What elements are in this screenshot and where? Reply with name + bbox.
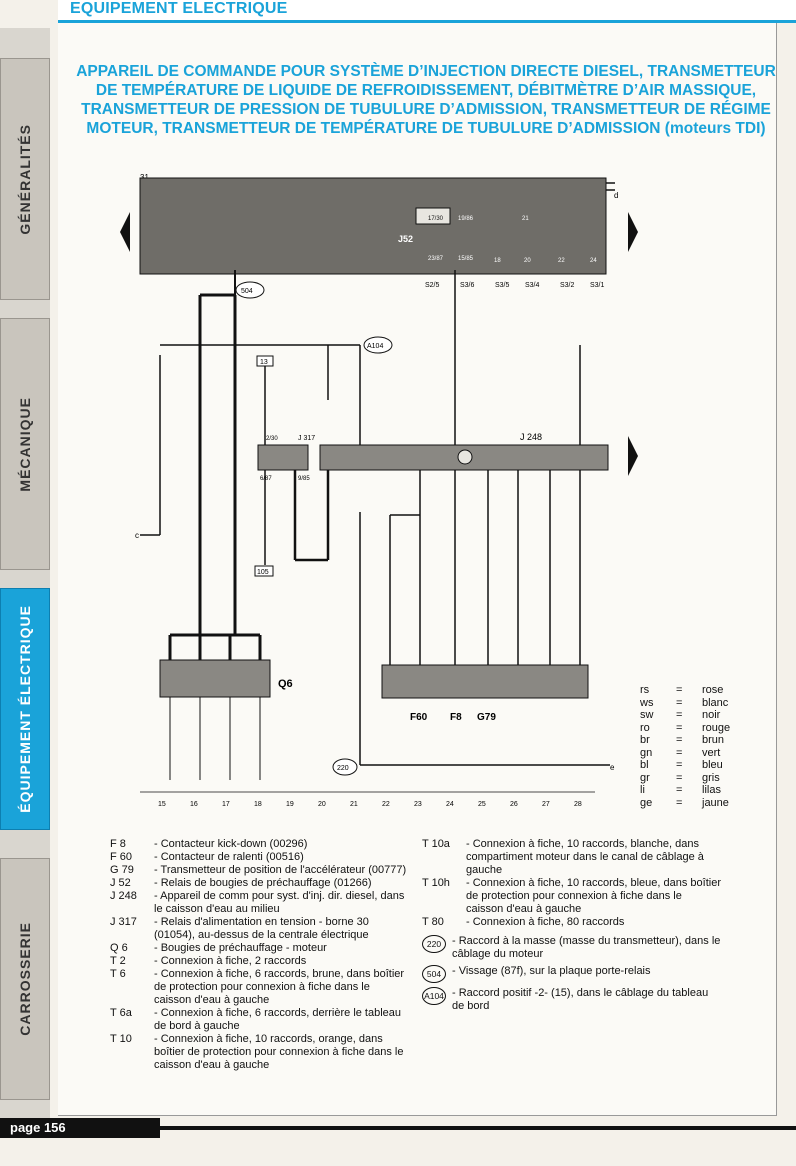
legend-row: gn = vert xyxy=(640,746,721,759)
ground-number: 17 xyxy=(222,801,230,808)
section-title: EQUIPEMENT ELECTRIQUE xyxy=(70,0,288,17)
s-pin: S3/5 xyxy=(495,282,510,289)
label-c: c xyxy=(135,531,139,540)
badge-a104-label: A104 xyxy=(367,343,384,350)
tab-carrosserie[interactable] xyxy=(0,858,50,1100)
s-pin: S2/5 xyxy=(425,282,440,289)
relay-right-pin: 20 xyxy=(524,258,531,264)
tab-equipement-electrique[interactable] xyxy=(0,588,50,830)
ground-number: 22 xyxy=(382,801,390,808)
tab-label: ÉQUIPEMENT ÉLECTRIQUE xyxy=(17,605,33,813)
relay-j52-label: J52 xyxy=(398,234,414,244)
title-line: MOTEUR, TRANSMETTEUR DE TEMPÉRATURE DE TUBULURE D’ADMISSION (moteurs TDI) xyxy=(86,120,766,137)
legend-row: ws = blanc xyxy=(640,696,729,709)
desc-item: A104 - Raccord positif -2- (15), dans le câblage du tableau de bord xyxy=(422,987,722,1013)
desc-item: T 10 - Connexion à fiche, 10 raccords, orange, dans boîtier de protection pour connexion à fiche dans le caisson d'eau à gauche xyxy=(110,1033,404,1071)
color-legend xyxy=(640,684,780,809)
label-d: d xyxy=(614,191,619,200)
relay-j317-pin: 2/30 xyxy=(266,436,278,442)
relay-pin: 17/30 xyxy=(428,216,444,222)
desc-item: J 317 - Relais d'alimentation en tension - borne 30 (01054), au-dessus de la centrale électrique xyxy=(110,916,369,941)
desc-item: J 248 - Appareil de comm pour syst. d'inj. dir. diesel, dans le caisson d'eau au milieu xyxy=(110,890,405,915)
relay-pin: 15/85 xyxy=(458,256,474,262)
ground-number: 16 xyxy=(190,801,198,808)
relay-j317-label: J 317 xyxy=(298,435,316,442)
ground-number: 19 xyxy=(286,801,294,808)
badge-220-label: 220 xyxy=(337,765,349,772)
desc-item: T 2 - Connexion à fiche, 2 raccords xyxy=(110,955,307,967)
descriptions-right xyxy=(422,838,722,1013)
tab-mecanique[interactable] xyxy=(0,318,50,570)
ground-number: 26 xyxy=(510,801,518,808)
relay-pin: 19/86 xyxy=(458,216,474,222)
relay-panel xyxy=(140,178,606,274)
desc-item: G 79 - Transmetteur de position de l'accélérateur (00777) xyxy=(110,864,407,876)
title-line: TRANSMETTEUR DE PRESSION DE TUBULURE D’ADMISSION, TRANSMETTEUR DE RÉGIME xyxy=(81,101,771,118)
ecu-symbol-icon xyxy=(458,450,472,464)
desc-item: 220 - Raccord à la masse (masse du transmetteur), dans le câblage du moteur xyxy=(422,935,722,961)
badge-220-icon: 220 xyxy=(422,935,446,953)
sidebar xyxy=(0,28,50,1118)
footer-rule xyxy=(160,1126,796,1130)
descriptions-left xyxy=(110,838,410,1072)
ground-number: 25 xyxy=(478,801,486,808)
legend-row: gr = gris xyxy=(640,771,720,784)
tab-label: CARROSSERIE xyxy=(17,922,33,1036)
legend-row: rs = rose xyxy=(640,684,724,696)
desc-item: J 52 - Relais de bougies de préchauffage (01266) xyxy=(110,877,372,889)
desc-item: 504 - Vissage (87f), sur la plaque porte-relais xyxy=(422,965,722,983)
relay-pin: 23/87 xyxy=(428,256,444,262)
badge-504-label: 504 xyxy=(241,288,253,295)
title-line: APPAREIL DE COMMANDE POUR SYSTÈME D’INJECTION DIRECTE DIESEL, TRANSMETTEUR xyxy=(76,63,776,80)
box-105-label: 105 xyxy=(257,569,269,576)
glow-plugs-q6 xyxy=(160,660,270,697)
next-arrow-icon[interactable] xyxy=(628,212,640,252)
legend-row: ro = rouge xyxy=(640,721,731,734)
legend-row: li = lilas xyxy=(640,784,721,796)
tab-label: GÉNÉRALITÉS xyxy=(17,123,33,235)
ground-number: 27 xyxy=(542,801,550,808)
label-g79: G79 xyxy=(477,712,496,723)
ground-number: 18 xyxy=(254,801,262,808)
s-pin: S3/6 xyxy=(460,282,475,289)
s-pin: S3/2 xyxy=(560,282,575,289)
desc-item: Q 6 - Bougies de préchauffage - moteur xyxy=(110,942,327,954)
relay-right-pin: 24 xyxy=(590,258,597,264)
ground-number: 20 xyxy=(318,801,326,808)
next-arrow-icon[interactable] xyxy=(628,436,640,476)
relay-right-pin: 18 xyxy=(494,258,501,264)
s-pin: S3/4 xyxy=(525,282,540,289)
pedal-switch-assembly xyxy=(382,665,588,698)
box-13-label: 13 xyxy=(260,359,268,366)
desc-item: T 6 - Connexion à fiche, 6 raccords, brune, dans boîtier de protection pour connexion à fiche dans le caisson d'eau à gauche xyxy=(110,968,405,1006)
relay-right-pin: 22 xyxy=(558,258,565,264)
legend-row: br = brun xyxy=(640,734,725,746)
relay-j317-pin: 6/87 xyxy=(260,476,272,482)
desc-item: T 10h - Connexion à fiche, 10 raccords, bleue, dans boîtier de protection pour connexion à fiche dans le caisson d'eau à gauche xyxy=(422,877,721,915)
ground-number: 28 xyxy=(574,801,582,808)
label-e: e xyxy=(610,763,615,772)
legend-row: bl = bleu xyxy=(640,759,723,771)
desc-item: F 8 - Contacteur kick-down (00296) xyxy=(110,838,308,850)
s-pin: S3/1 xyxy=(590,282,605,289)
badge-a104-icon: A104 xyxy=(422,987,446,1005)
badge-504-icon: 504 xyxy=(422,965,446,983)
label-q6: Q6 xyxy=(278,678,293,690)
label-f60: F60 xyxy=(410,712,428,723)
desc-item: F 60 - Contacteur de ralenti (00516) xyxy=(110,851,304,863)
relay-j317 xyxy=(258,445,308,470)
wiring-diagram xyxy=(120,170,650,810)
ground-numbers xyxy=(158,801,582,808)
desc-item: T 6a - Connexion à fiche, 6 raccords, derrière le tableau de bord à gauche xyxy=(110,1007,402,1032)
label-f8: F8 xyxy=(450,712,462,723)
relay-right-pin: 21 xyxy=(522,216,529,222)
ground-number: 15 xyxy=(158,801,166,808)
desc-item: T 10a - Connexion à fiche, 10 raccords, blanche, dans compartiment moteur dans le canal de câblage à gauche xyxy=(422,838,704,876)
relay-j317-pin: 9/85 xyxy=(298,476,310,482)
desc-item: T 80 - Connexion à fiche, 80 raccords xyxy=(422,916,625,928)
ecu-j248-label: J 248 xyxy=(520,432,543,442)
prev-arrow-icon[interactable] xyxy=(120,212,132,252)
page-number: page 156 xyxy=(10,1120,66,1135)
diagram-title xyxy=(70,62,782,138)
ground-number: 21 xyxy=(350,801,358,808)
tab-label: MÉCANIQUE xyxy=(17,396,33,492)
legend-row: ge = jaune xyxy=(640,796,729,809)
legend-row: sw = noir xyxy=(640,709,721,721)
title-line: DE TEMPÉRATURE DE LIQUIDE DE REFROIDISSEMENT, DÉBITMÈTRE D’AIR MASSIQUE, xyxy=(95,82,757,99)
ground-number: 23 xyxy=(414,801,422,808)
ground-number: 24 xyxy=(446,801,454,808)
tab-generalites[interactable] xyxy=(0,58,50,300)
